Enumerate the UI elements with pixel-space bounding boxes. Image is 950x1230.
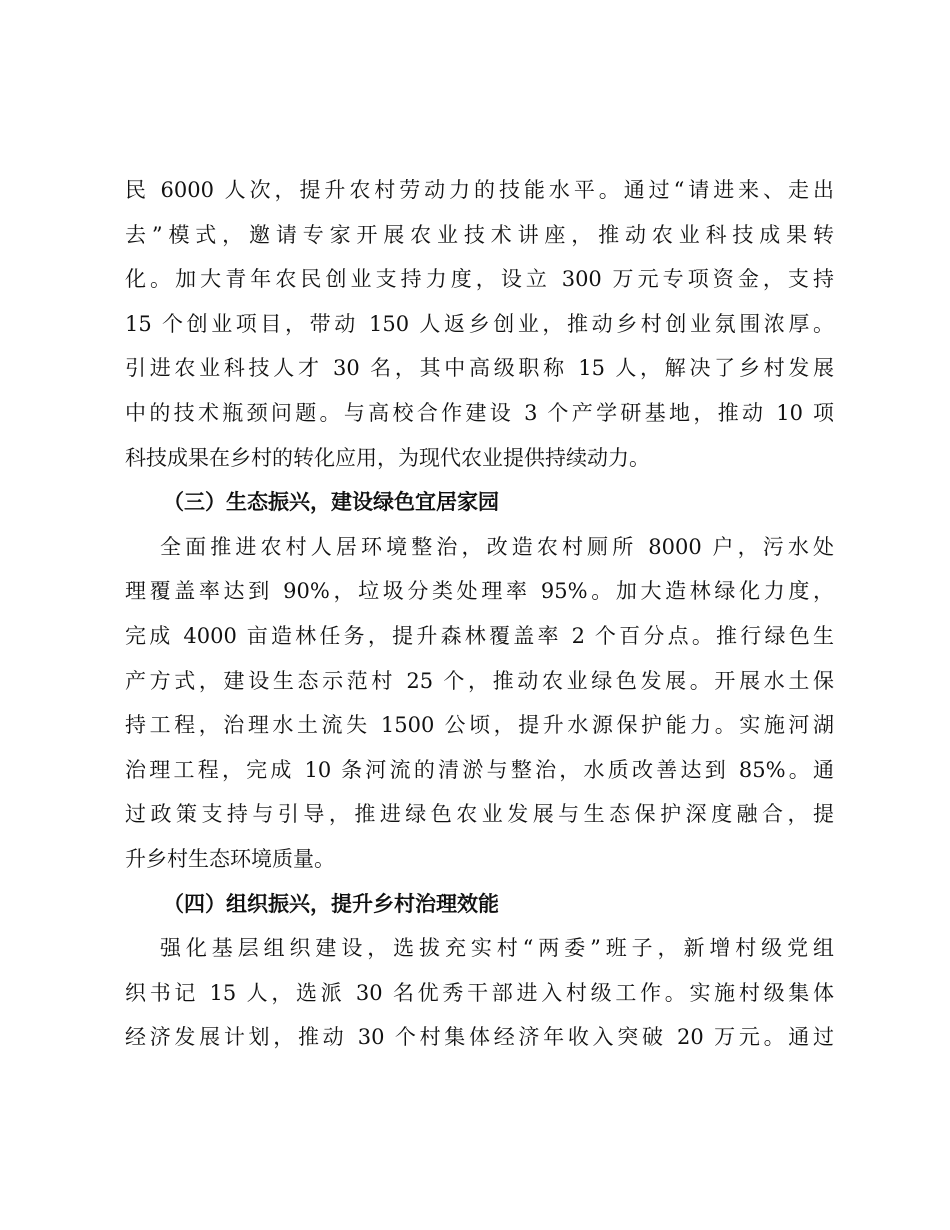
document-page [125, 168, 834, 1060]
section-heading-ecological: （三）生态振兴，建设绿色宜居家园 [163, 489, 499, 515]
text-line: 完成 4000 亩造林任务，提升森林覆盖率 2 个百分点。推行绿色生 [125, 623, 834, 648]
text-line: 引进农业科技人才 30 名，其中高级职称 15 人，解决了乡村发展 [125, 356, 834, 381]
text-line: 治理工程，完成 10 条河流的清淤与整治，水质改善达到 85%。通 [125, 757, 834, 782]
text-line: 化。加大青年农民创业支持力度，设立 300 万元专项资金，支持 [125, 267, 834, 292]
text-line: 去”模式，邀请专家开展农业技术讲座，推动农业科技成果转 [125, 222, 834, 247]
paragraph-talent-revitalization [125, 168, 834, 480]
section-heading-organizational: （四）组织振兴，提升乡村治理效能 [163, 890, 499, 916]
paragraph-ecological-revitalization [125, 525, 834, 882]
text-line: 科技成果在乡村的转化应用，为现代农业提供持续动力。 [125, 445, 650, 470]
paragraph-organizational-revitalization [125, 926, 834, 1060]
text-line: 全面推进农村人居环境整治，改造农村厕所 8000 户，污水处 [160, 534, 834, 559]
text-line: 持工程，治理水土流失 1500 公顷，提升水源保护能力。实施河湖 [125, 713, 834, 738]
text-line: 经济发展计划，推动 30 个村集体经济年收入突破 20 万元。通过 [125, 1025, 834, 1050]
text-line: 15 个创业项目，带动 150 人返乡创业，推动乡村创业氛围浓厚。 [125, 311, 834, 336]
text-line: 理覆盖率达到 90%，垃圾分类处理率 95%。加大造林绿化力度， [125, 579, 834, 604]
text-line: 织书记 15 人，选派 30 名优秀干部进入村级工作。实施村级集体 [125, 980, 834, 1005]
text-line: 产方式，建设生态示范村 25 个，推动农业绿色发展。开展水土保 [125, 668, 834, 693]
text-line: 升乡村生态环境质量。 [125, 846, 335, 871]
text-line: 强化基层组织建设，选拔充实村“两委”班子，新增村级党组 [160, 936, 834, 961]
text-line: 民 6000 人次，提升农村劳动力的技能水平。通过“请进来、走出 [125, 178, 834, 202]
text-line: 过政策支持与引导，推进绿色农业发展与生态保护深度融合，提 [125, 802, 834, 827]
text-line: 中的技术瓶颈问题。与高校合作建设 3 个产学研基地，推动 10 项 [125, 400, 834, 425]
